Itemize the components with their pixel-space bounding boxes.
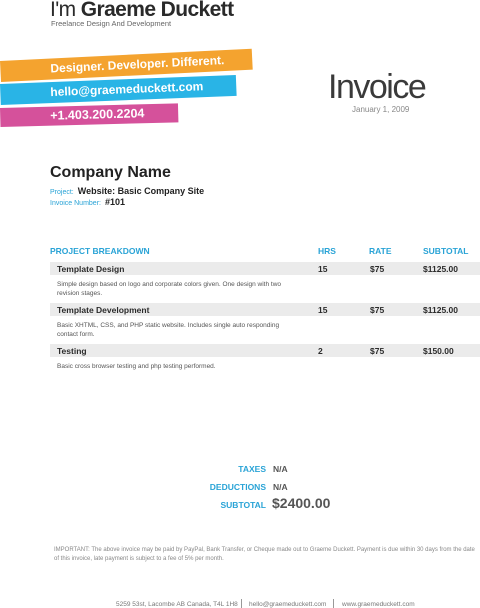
- row-rate: $75: [370, 346, 385, 356]
- row-hrs: 15: [318, 305, 328, 315]
- brand-tagline: Freelance Design And Development: [51, 19, 172, 28]
- table-row: [50, 344, 480, 357]
- footer-divider: [333, 599, 334, 608]
- row-description: Simple design based on logo and corporate colors given. One design with two revision stages.: [57, 281, 282, 297]
- row-hrs: 2: [318, 346, 323, 356]
- footer-address: 5259 53st, Lacombe AB Canada, T4L 1H8: [116, 601, 238, 608]
- motto-text: Designer. Developer. Different.: [50, 53, 225, 76]
- row-subtotal: $1125.00: [423, 264, 458, 274]
- brand-fullname: Graeme Duckett: [80, 0, 234, 21]
- row-name: Testing: [57, 346, 87, 356]
- invoice-title: Invoice: [328, 68, 426, 106]
- phone-ribbon: [0, 103, 178, 127]
- footer-email[interactable]: hello@graemeduckett.com: [249, 601, 327, 608]
- header-hrs: HRS: [318, 246, 336, 256]
- deductions-label: DEDUCTIONS: [209, 482, 266, 492]
- project-value: Website: Basic Company Site: [77, 186, 205, 196]
- phone-text[interactable]: +1.403.200.2204: [50, 106, 145, 123]
- row-rate: $75: [370, 305, 385, 315]
- taxes-value: N/A: [273, 464, 288, 474]
- invoice-number-label: Invoice Number:: [50, 200, 101, 207]
- taxes-label: TAXES: [238, 464, 266, 474]
- invoice-number-value: #101: [104, 197, 125, 207]
- project-label: Project:: [50, 189, 74, 196]
- subtotal-value: $2400.00: [272, 495, 331, 511]
- row-subtotal: $1125.00: [423, 305, 458, 315]
- company-name: Company Name: [50, 164, 171, 181]
- invoice-date: January 1, 2009: [352, 105, 410, 114]
- brand-im: I'm: [50, 0, 76, 21]
- subtotal-label: SUBTOTAL: [220, 500, 266, 510]
- email-text[interactable]: hello@graemeduckett.com: [50, 79, 204, 100]
- row-rate: $75: [370, 264, 385, 274]
- header-subtotal: SUBTOTAL: [423, 246, 469, 256]
- header-project-breakdown: PROJECT BREAKDOWN: [50, 246, 150, 256]
- row-hrs: 15: [318, 264, 328, 274]
- row-subtotal: $150.00: [423, 346, 454, 356]
- deductions-value: N/A: [273, 482, 288, 492]
- row-name: Template Design: [57, 264, 125, 274]
- row-description: Basic XHTML, CSS, and PHP static website. Includes single auto responding contact form.: [57, 322, 280, 338]
- row-description: Basic cross browser testing and php testing performed.: [57, 363, 216, 370]
- project-row: [50, 186, 204, 196]
- invoice-number-row: [50, 197, 125, 207]
- header-rate: RATE: [369, 246, 392, 256]
- footer-divider: [241, 599, 242, 608]
- payment-notice: IMPORTANT: The above invoice may be paid by PayPal, Bank Transfer, or Cheque made out to Graeme Duckett. Payment is due within 30 days from the date of this invoice, late payment is subject to a fee of 5% per month.: [54, 547, 475, 562]
- row-name: Template Development: [57, 305, 150, 315]
- footer-website[interactable]: www.graemeduckett.com: [342, 601, 415, 608]
